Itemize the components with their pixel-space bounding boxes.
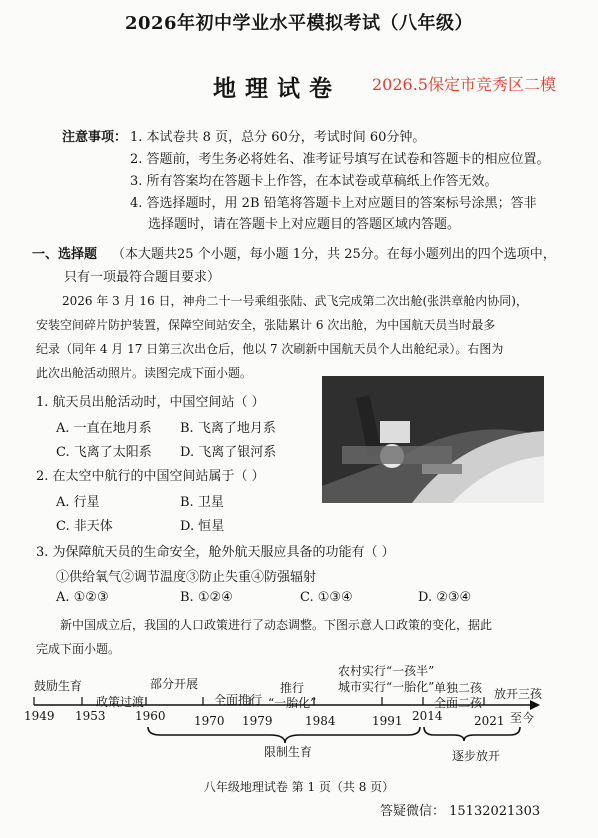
section-desc-1: （本大题共25 个小题，每小题 1分，共 25分。在每小题列出的四个选项中，: [112, 247, 556, 262]
notice-item-4-cont: 选择题时，请在答题卡上对应题目的答题区域内答题。: [148, 217, 461, 232]
label-single-two: 单独二孩: [434, 681, 483, 695]
label-transition: 政策过渡: [96, 695, 145, 709]
notice-item-2: 2. 答题前，考生务必将姓名、准考证号填写在试卷和答题卡的相应位置。: [130, 152, 550, 167]
notice-item-4: 4. 答选择题时，用 2B 铅笔将答题卡上对应题目的答案标号涂黑；答非: [130, 196, 537, 211]
q1-option-d: D. 飞离了银河系: [180, 445, 277, 460]
section-heading: 一、选择题: [32, 247, 98, 262]
q3-option-a: A. ①②③: [56, 590, 109, 605]
year-1979: 1979: [242, 714, 273, 728]
notice-label: 注意事项：: [62, 130, 128, 145]
notice-item-1: 1. 本试卷共 8 页，总分 60分，考试时间 60分钟。: [130, 130, 426, 145]
exam-title: 2026年初中学业水平模拟考试（八年级）: [124, 13, 474, 34]
label-promote-2: “一胎化”: [268, 696, 317, 710]
label-full-two: 全面二孩: [434, 696, 483, 710]
contact-info: 答疑微信： 15132021303: [380, 804, 541, 819]
year-1970: 1970: [194, 714, 225, 728]
q3-options-line: ①供给氧气②调节温度③防止失重④防强辐射: [56, 570, 317, 585]
source-note: 2026.5保定市竞秀区二模: [372, 75, 556, 94]
year-now: 至今: [510, 711, 535, 725]
label-three-child: 放开三孩: [494, 687, 543, 701]
page-footer: 八年级地理试卷 第 1 页（共 8 页）: [203, 780, 395, 794]
q3-stem: 3. 为保障航天员的生命安全，舱外航天服应具备的功能有（ ）: [36, 545, 395, 560]
q3-option-c: C. ①③④: [300, 590, 353, 605]
year-1991: 1991: [372, 714, 403, 728]
passage1-line-2: 安装空间碎片防护装置，保障空间站安全，张陆累计 6 次出舱，为中国航天员当时最多: [36, 318, 496, 332]
label-encourage: 鼓励生育: [34, 679, 83, 693]
q2-option-b: B. 卫星: [180, 495, 224, 510]
year-1960: 1960: [135, 709, 166, 723]
population-policy-timeline: [0, 655, 598, 765]
q2-option-a: A. 行星: [56, 495, 100, 510]
passage1-line-1: 2026 年 3 月 16 日，神舟二十一号乘组张陆、武飞完成第二次出舱(张洪章舱内协同)，: [62, 294, 528, 308]
year-2021: 2021: [474, 714, 505, 728]
label-restrict: 限制生育: [264, 745, 313, 759]
label-rural: 农村实行“一孩半”: [338, 664, 435, 678]
year-1984: 1984: [305, 714, 336, 728]
label-promote-1: 推行: [280, 681, 305, 695]
label-urban: 城市实行“一胎化”: [338, 680, 435, 694]
q1-option-c: C. 飞离了太阳系: [56, 445, 152, 460]
q2-stem: 2. 在太空中航行的中国空间站属于（ ）: [36, 469, 265, 484]
q3-option-d: D. ②③④: [418, 590, 472, 605]
spacewalk-photo: [322, 376, 544, 503]
section-desc-2: 只有一项最符合题目要求）: [64, 270, 221, 285]
year-1949: 1949: [24, 709, 55, 723]
q2-option-c: C. 非天体: [56, 519, 113, 534]
label-gradual: 逐步放开: [452, 749, 501, 763]
q2-option-d: D. 恒星: [180, 519, 225, 534]
q1-option-b: B. 飞离了地月系: [180, 421, 276, 436]
q1-option-a: A. 一直在地月系: [56, 421, 152, 436]
q1-stem: 1. 航天员出舱活动时，中国空间站（ ）: [36, 395, 265, 410]
subject-title: 地理试卷: [213, 75, 341, 102]
passage1-line-3: 纪录（同年 4 月 17 日第三次出仓后，他以 7 次刷新中国航天员个人出舱纪录）。右图为: [36, 342, 504, 356]
notice-item-3: 3. 所有答案均在答题卡上作答，在本试卷或草稿纸上作答无效。: [130, 174, 498, 189]
passage2-line-2: 完成下面小题。: [36, 642, 121, 656]
year-2014: 2014: [412, 709, 443, 723]
year-1953: 1953: [75, 709, 106, 723]
q3-option-b: B. ①②④: [180, 590, 233, 605]
label-full: 全面推行: [214, 693, 263, 707]
passage2-line-1: 新中国成立后，我国的人口政策进行了动态调整。下图示意人口政策的变化，据此: [60, 618, 493, 632]
passage1-line-4: 此次出舱活动照片。读图完成下面小题。: [36, 366, 253, 380]
label-partial: 部分开展: [150, 677, 199, 691]
